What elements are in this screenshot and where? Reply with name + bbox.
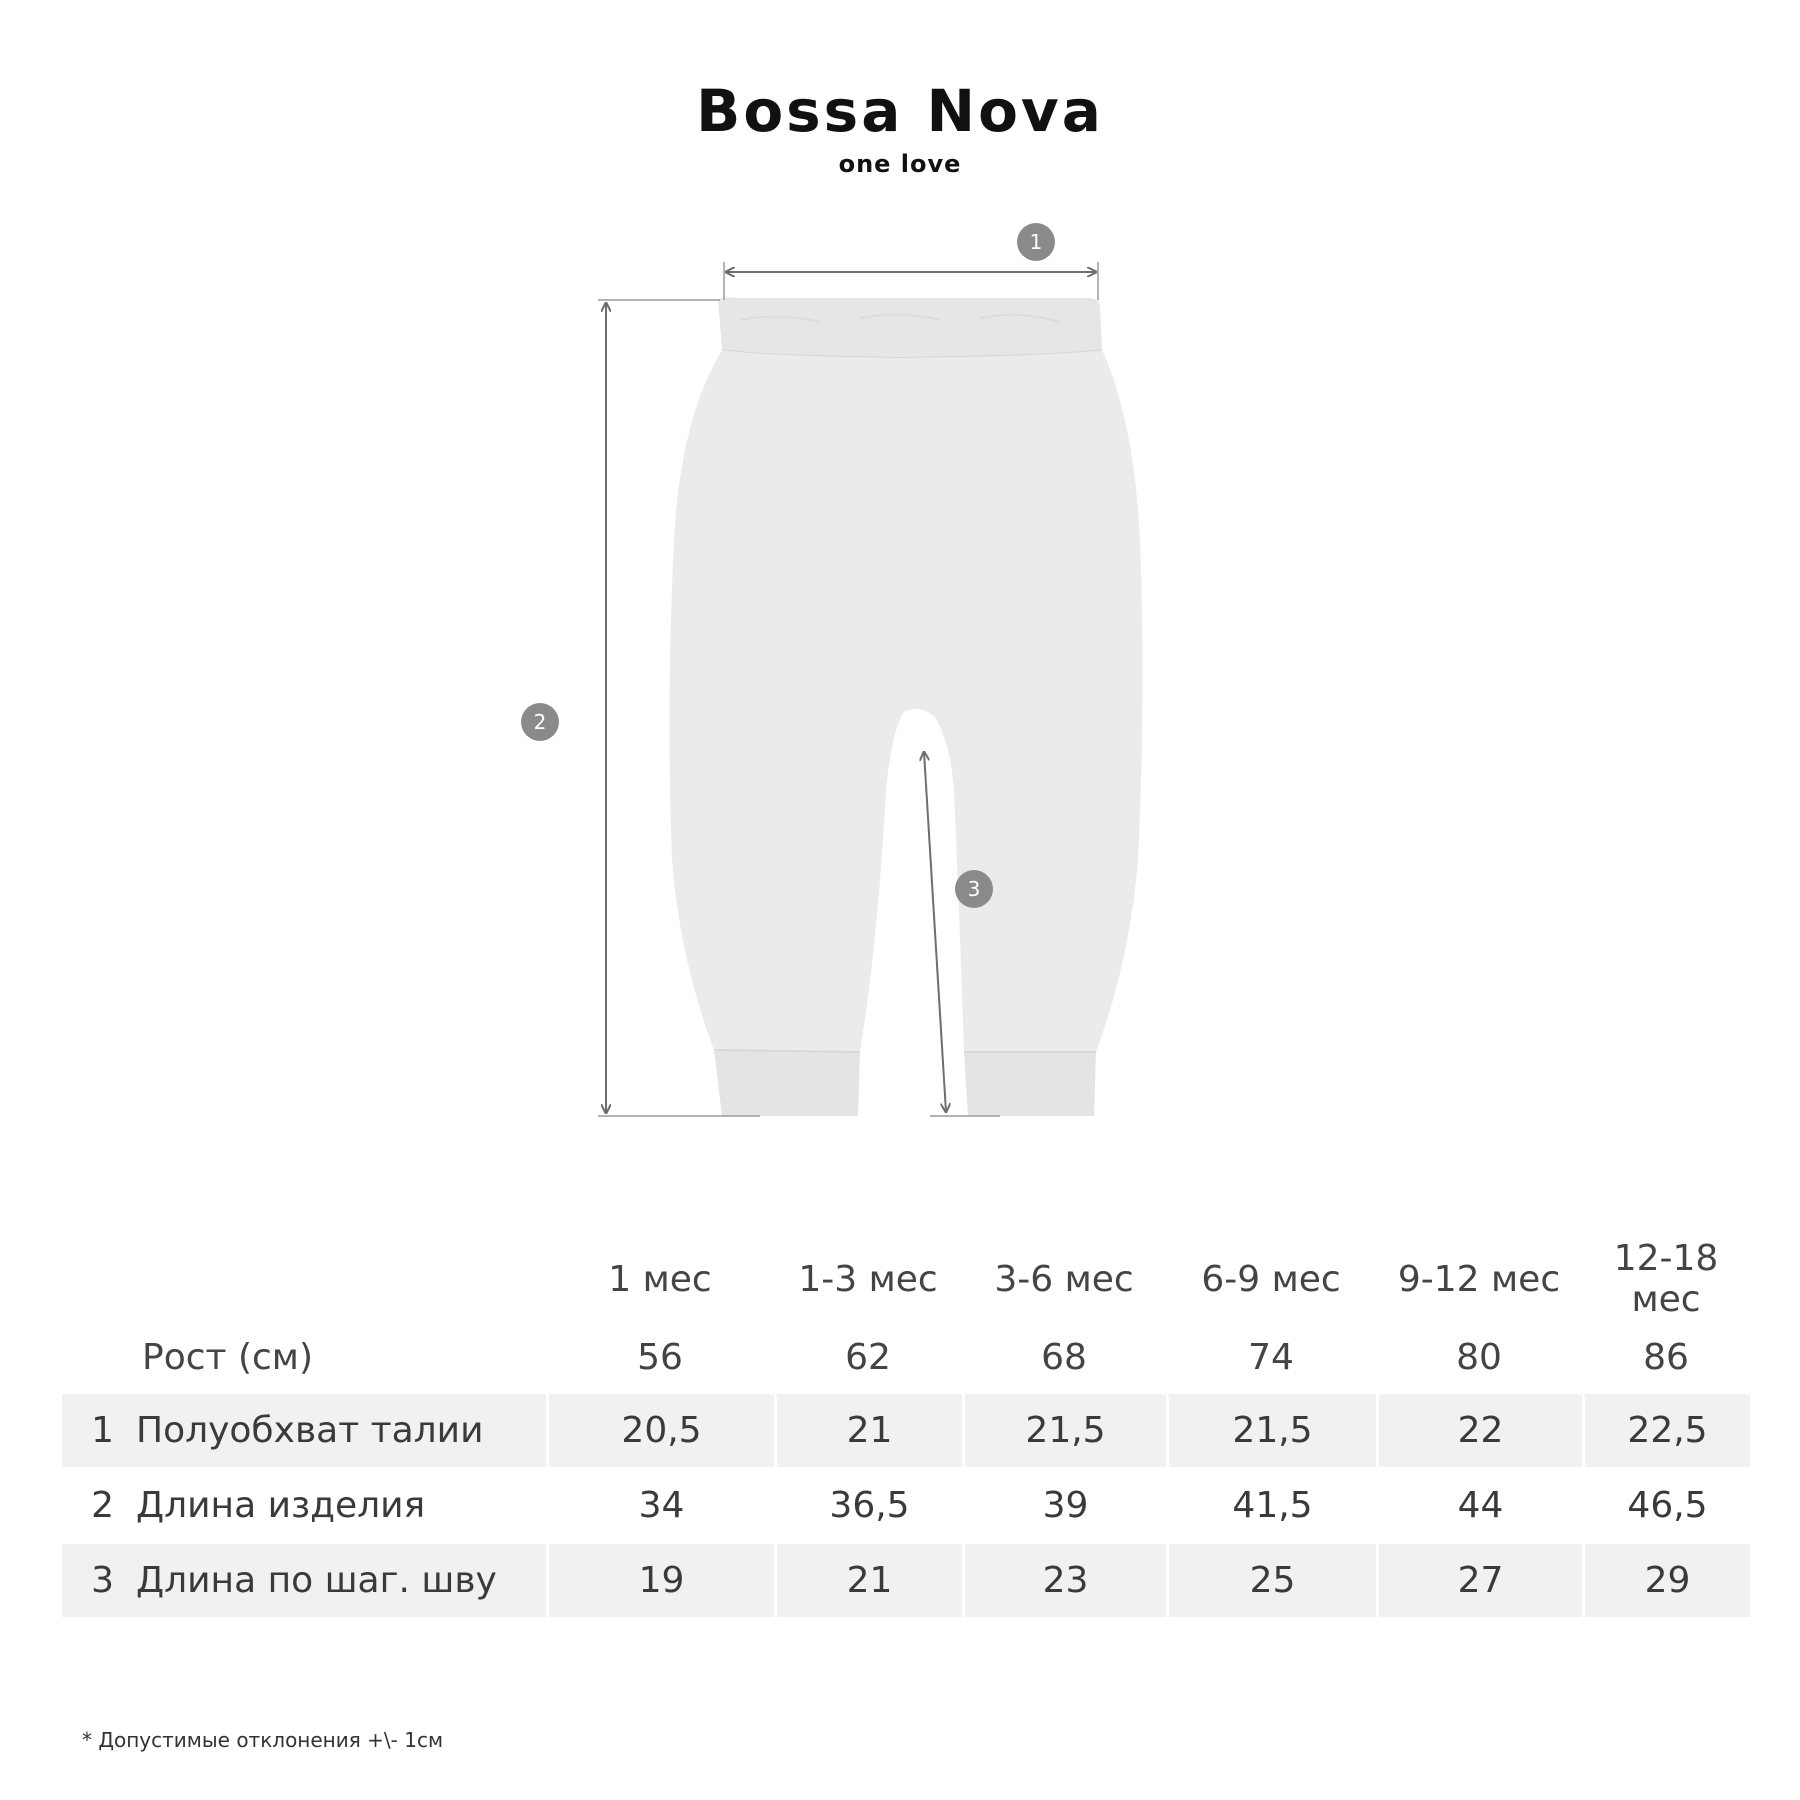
table-row-waist <box>62 1394 1750 1469</box>
marker-3 <box>955 870 993 908</box>
measurement-value: 20,5 <box>546 1394 774 1469</box>
size-header: 12-18 мес <box>1613 1238 1719 1320</box>
height-label: Рост (см) <box>142 1336 313 1378</box>
measurement-value: 41,5 <box>1166 1469 1376 1544</box>
measurement-value: 21 <box>774 1544 962 1619</box>
measurement-label-cell <box>62 1469 546 1544</box>
measurement-value: 27 <box>1376 1544 1582 1619</box>
table-row-inseam <box>62 1544 1750 1619</box>
size-header: 3-6 мес <box>994 1258 1134 1300</box>
measurement-value: 36,5 <box>774 1469 962 1544</box>
measurement-value: 44 <box>1376 1469 1582 1544</box>
height-value: 62 <box>845 1336 891 1378</box>
height-value: 80 <box>1456 1336 1502 1378</box>
row-number: 1 <box>91 1410 114 1451</box>
marker-3-label: 3 <box>967 877 981 901</box>
row-number: 2 <box>91 1485 114 1526</box>
measurement-label-cell <box>62 1394 546 1469</box>
measurement-label: Полуобхват талии <box>136 1410 484 1451</box>
measurement-value: 34 <box>546 1469 774 1544</box>
height-value: 74 <box>1248 1336 1294 1378</box>
measurement-value: 29 <box>1582 1544 1750 1619</box>
measurement-value: 23 <box>962 1544 1166 1619</box>
marker-1-label: 1 <box>1029 230 1043 254</box>
measurement-label: Длина изделия <box>136 1485 426 1526</box>
pants-illustration <box>669 297 1142 1116</box>
height-row <box>62 1320 1750 1394</box>
measurement-value: 25 <box>1166 1544 1376 1619</box>
size-header-row <box>62 1238 1750 1320</box>
measurement-label-cell <box>62 1544 546 1619</box>
row-number: 3 <box>91 1560 114 1601</box>
inseam-arrow <box>924 752 946 1112</box>
size-header: 9-12 мес <box>1397 1258 1561 1300</box>
size-chart-table <box>62 1238 1750 1619</box>
measurement-value: 46,5 <box>1582 1469 1750 1544</box>
size-header: 6-9 мес <box>1201 1258 1341 1300</box>
size-header: 1 мес <box>608 1258 712 1300</box>
height-value: 56 <box>637 1336 683 1378</box>
brand-name: Bossa Nova <box>696 77 1104 145</box>
measurement-label: Длина по шаг. шву <box>136 1560 497 1601</box>
table-row-length <box>62 1469 1750 1544</box>
size-header: 1-3 мес <box>798 1258 938 1300</box>
tolerance-footnote: * Допустимые отклонения +\- 1см <box>82 1728 444 1752</box>
measurement-value: 22,5 <box>1582 1394 1750 1469</box>
marker-1 <box>1017 223 1055 261</box>
header-empty-cell <box>62 1238 546 1320</box>
measurement-value: 22 <box>1376 1394 1582 1469</box>
height-value: 68 <box>1041 1336 1087 1378</box>
measurement-value: 21,5 <box>962 1394 1166 1469</box>
height-value: 86 <box>1643 1336 1689 1378</box>
measurement-value: 39 <box>962 1469 1166 1544</box>
measurement-value: 21 <box>774 1394 962 1469</box>
measurement-value: 19 <box>546 1544 774 1619</box>
brand-tagline: one love <box>838 150 962 178</box>
measurement-value: 21,5 <box>1166 1394 1376 1469</box>
marker-2 <box>521 703 559 741</box>
marker-2-label: 2 <box>533 710 547 734</box>
